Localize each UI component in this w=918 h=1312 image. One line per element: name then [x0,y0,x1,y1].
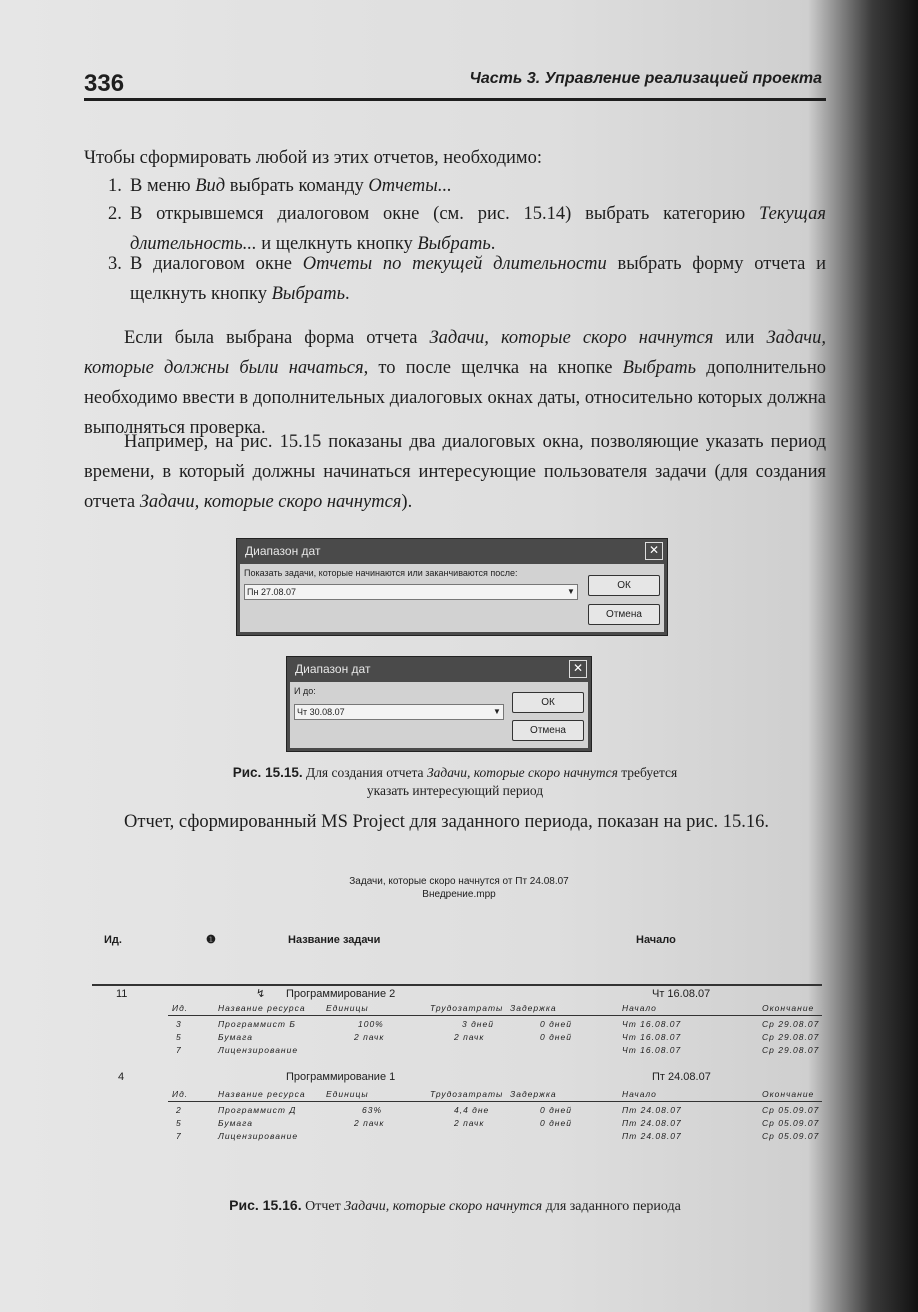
res-finish: Ср 29.08.07 [762,1045,820,1055]
res-start: Чт 16.08.07 [622,1019,682,1029]
sub-header-start: Начало [622,1089,657,1099]
res-id: 5 [176,1032,182,1042]
res-units: 63% [362,1105,383,1115]
figure-15-16-caption: Рис. 15.16. Отчет Задачи, которые скоро начнутся для заданного периода [229,1197,681,1214]
res-id: 3 [176,1019,182,1029]
col-start-header: Начало [636,934,676,946]
ok-button[interactable]: ОК [512,692,584,713]
step-number: 1. [108,176,122,196]
res-start: Пт 24.08.07 [622,1131,682,1141]
res-id: 7 [176,1045,182,1055]
sub-header-finish: Окончание [762,1089,815,1099]
date-range-dialog-1 [236,538,668,636]
cancel-button[interactable]: Отмена [588,604,660,625]
sub-header-start: Начало [622,1003,657,1013]
sub-header-work: Трудозатраты [430,1089,504,1099]
dialog-title: Диапазон дат [295,662,371,676]
step-2: 2. В открывшемся диалоговом окне (см. рис. 15.14) выбрать категорию Текущая длительность... и щелкнуть кнопку Выбрать. [130,199,826,259]
date-before-label: И до: [294,686,316,696]
dialog-titlebar [237,539,667,563]
res-start: Пт 24.08.07 [622,1118,682,1128]
step-3: 3. В диалоговом окне Отчеты по текущей длительности выбрать форму отчета и щелкнуть кнопку Выбрать. [130,249,826,309]
step-1: 1. В меню Вид выбрать команду Отчеты... [130,171,826,201]
res-work: 2 пачк [454,1032,485,1042]
res-id: 2 [176,1105,182,1115]
date-after-field[interactable] [244,584,578,600]
res-start: Чт 16.08.07 [622,1032,682,1042]
close-icon[interactable]: ✕ [569,660,587,678]
date-before-field[interactable] [294,704,504,720]
res-units: 100% [358,1019,384,1029]
col-name-header: Название задачи [288,934,381,946]
task-id: 11 [116,988,128,1000]
res-units: 2 пачк [354,1118,385,1128]
res-finish: Ср 05.09.07 [762,1131,820,1141]
intro-text: Чтобы сформировать любой из этих отчетов, необходимо: [84,148,543,168]
sub-header-rule [168,1015,822,1016]
report-title: Задачи, которые скоро начнутся от Пт 24.08.07 [349,876,569,887]
sub-header-finish: Окончание [762,1003,815,1013]
res-delay: 0 дней [540,1118,572,1128]
cancel-button[interactable]: Отмена [512,720,584,741]
step-number: 3. [108,254,122,274]
res-name: Бумага [218,1032,253,1042]
res-delay: 0 дней [540,1019,572,1029]
header-rule [92,984,822,986]
res-id: 7 [176,1131,182,1141]
chevron-down-icon[interactable]: ▼ [567,587,575,596]
res-name: Программист Д [218,1105,297,1115]
sub-header-units: Единицы [326,1003,369,1013]
dialog-title: Диапазон дат [245,544,321,558]
res-work: 3 дней [462,1019,494,1029]
date-after-label: Показать задачи, которые начинаются или заканчиваются после: [244,568,518,578]
res-id: 5 [176,1118,182,1128]
sub-header-units: Единицы [326,1089,369,1099]
res-name: Программист Б [218,1019,296,1029]
report-subtitle: Внедрение.mpp [422,889,496,900]
sub-header-rule [168,1101,822,1102]
paragraph-3: Отчет, сформированный MS Project для заданного периода, показан на рис. 15.16. [124,812,770,832]
res-delay: 0 дней [540,1032,572,1042]
date-after-value: Пн 27.08.07 [247,587,296,597]
task-name: Программирование 1 [286,1071,396,1083]
ok-button[interactable]: ОК [588,575,660,596]
sub-header-delay: Задержка [510,1089,557,1099]
res-work: 4,4 дне [454,1105,490,1115]
res-work: 2 пачк [454,1118,485,1128]
date-range-dialog-2 [286,656,592,752]
header-rule [84,98,826,101]
sub-header-resource: Название ресурса [218,1089,306,1099]
page-number: 336 [84,70,125,97]
res-finish: Ср 29.08.07 [762,1019,820,1029]
sub-header-delay: Задержка [510,1003,557,1013]
step-number: 2. [108,204,122,224]
res-units: 2 пачк [354,1032,385,1042]
info-icon: ❶ [206,934,216,946]
dialog-body [290,682,588,748]
paragraph-1: Если была выбрана форма отчета Задачи, которые скоро начнутся или Задачи, которые должны были начаться, то после щелчка на кнопке Выбрать дополнительно необходимо ввести в дополнительных диалоговых окнах даты, относительно которых должна выполняться проверка. [84,328,826,438]
figure-15-15-caption: Рис. 15.15. Для создания отчета Задачи, которые скоро начнутся требуется указать интересующий период [232,765,678,798]
task-start: Пт 24.08.07 [652,1071,711,1083]
col-id-header: Ид. [104,934,122,946]
res-name: Лицензирование [218,1131,299,1141]
res-start: Пт 24.08.07 [622,1105,682,1115]
sub-header-id: Ид. [172,1003,189,1013]
sub-header-work: Трудозатраты [430,1003,504,1013]
sub-header-id: Ид. [172,1089,189,1099]
chevron-down-icon[interactable]: ▼ [493,707,501,716]
sub-header-resource: Название ресурса [218,1003,306,1013]
dialog-titlebar [287,657,591,681]
running-header: Часть 3. Управление реализацией проекта [469,70,822,87]
close-icon[interactable]: ✕ [645,542,663,560]
task-id: 4 [118,1071,125,1083]
paragraph-2: Например, на рис. 15.15 показаны два диалоговых окна, позволяющие указать период времени, в который должны начинаться интересующие пользователя задачи (для создания отчета Задачи, которые скоро начнутся). [84,432,826,512]
res-finish: Ср 05.09.07 [762,1118,820,1128]
res-finish: Ср 29.08.07 [762,1032,820,1042]
res-name: Бумага [218,1118,253,1128]
task-name: Программирование 2 [286,988,396,1000]
res-name: Лицензирование [218,1045,299,1055]
res-delay: 0 дней [540,1105,572,1115]
res-finish: Ср 05.09.07 [762,1105,820,1115]
indicator-icon: ↯ [256,988,266,1000]
task-start: Чт 16.08.07 [652,988,711,1000]
dialog-body [240,564,664,632]
date-before-value: Чт 30.08.07 [297,707,345,717]
res-start: Чт 16.08.07 [622,1045,682,1055]
